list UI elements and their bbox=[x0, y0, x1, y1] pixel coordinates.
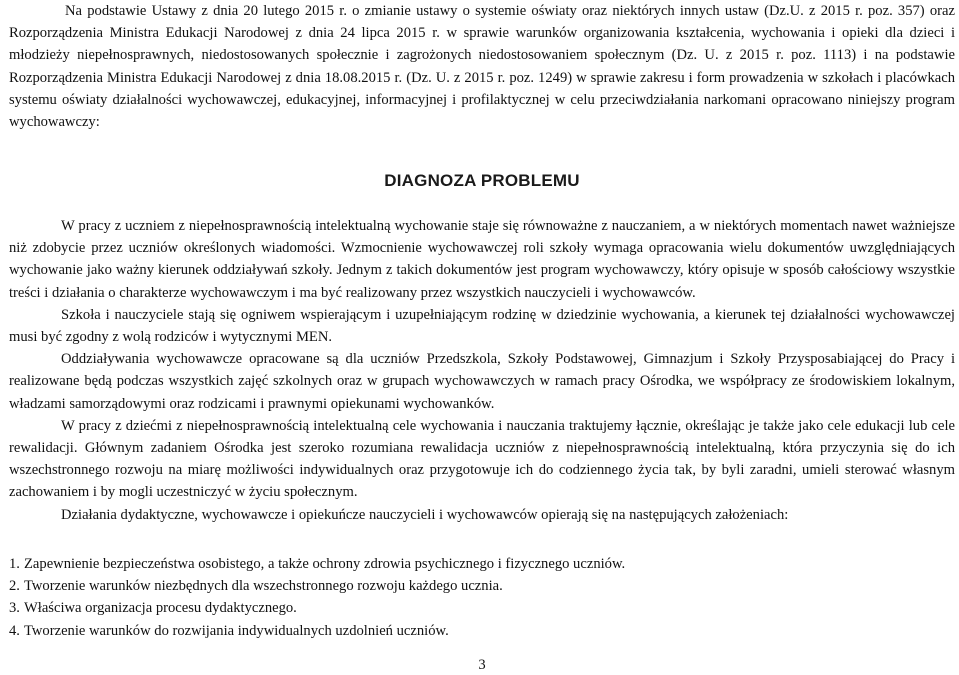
list-item-number: 4. bbox=[9, 622, 20, 639]
body-paragraph-1: W pracy z uczniem z niepełnosprawnością intelektualną wychowanie staje się równoważne z nauczaniem, a w niektórych momentach nawet ważniejsze niż zdobycie przez uczniów określonych wiadomości. Wzmocnienie wychowawczej roli szkoły wymaga opracowania wielu dokumentów uwzględniających wychowanie jako ważny kierunek oddziaływań szkoły. Jednym z takich dokumentów jest program wychowawczy, który opisuje w sposób całościowy wszystkie treści i działania o charakterze wychowawczym i ma być realizowany przez wszystkich nauczycieli i wychowawców. bbox=[9, 218, 955, 301]
list-item bbox=[9, 575, 955, 597]
list-item bbox=[9, 597, 955, 619]
body-paragraph-3: Oddziaływania wychowawcze opracowane są dla uczniów Przedszkola, Szkoły Podstawowej, Gimnazjum i Szkoły Przysposabiającej do Pracy i realizowane będą podczas wszystkich zajęć szkolnych oraz w grupach wychowawczych w ramach pracy Ośrodka, we współpracy ze środowiskiem lokalnym, władzami samorządowymi oraz rodzicami i prawnymi opiekunami wychowanków. bbox=[9, 351, 955, 412]
document-page bbox=[9, 0, 955, 675]
list-item-number: 2. bbox=[9, 578, 20, 595]
list-item-text: Zapewnienie bezpieczeństwa osobistego, a także ochrony zdrowia psychicznego i fizycznego uczniów. bbox=[24, 556, 626, 572]
list-item-number: 1. bbox=[9, 556, 20, 572]
body-paragraph-2: Szkoła i nauczyciele stają się ogniwem wspierającym i uzupełniającym rodzinę w dziedzinie wychowania, a kierunek tej działalności wychowawczej musi być zgodny z wolą rodziców i wytycznymi MEN. bbox=[9, 306, 955, 346]
list-item bbox=[9, 553, 955, 575]
page-number: 3 bbox=[478, 657, 486, 673]
list-item-text: Tworzenie warunków niezbędnych dla wszechstronnego rozwoju każdego ucznia. bbox=[24, 578, 503, 595]
intro-paragraph: Na podstawie Ustawy z dnia 20 lutego 2015 r. o zmianie ustawy o systemie oświaty oraz niektórych innych ustaw (Dz.U. z 2015 r. poz. 357) oraz Rozporządzenia Ministra Edukacji Narodowej z dnia 24 lipca 2015 r. w sprawie warunków organizowania kształcenia, wychowania i opieki dla dzieci i młodzieży niepełnosprawnych, niedostosowanych społecznie i zagrożonych niedostosowaniem społecznym (Dz. U. z 2015 r. poz. 1113) i na podstawie Rozporządzenia Ministra Edukacji Narodowej z dnia 18.08.2015 r. (Dz. U. z 2015 r. poz. 1249) w sprawie zakresu i form prowadzenia w szkołach i placówkach systemu oświaty działalności wychowawczej, edukacyjnej, informacyjnej i profilaktycznej w celu przeciwdziałania narkomani opracowano niniejszy program wychowawczy: bbox=[9, 3, 955, 131]
list-item bbox=[9, 620, 955, 642]
assumptions-list bbox=[9, 553, 955, 642]
list-item-text: Właściwa organizacja procesu dydaktycznego. bbox=[24, 600, 297, 617]
section-heading: DIAGNOZA PROBLEMU bbox=[384, 171, 580, 190]
body-paragraph-5: Działania dydaktyczne, wychowawcze i opiekuńcze nauczycieli i wychowawców opierają się na następujących założeniach: bbox=[61, 506, 789, 523]
body-paragraph-4: W pracy z dziećmi z niepełnosprawnością intelektualną cele wychowania i nauczania traktujemy łącznie, określając je także jako cele edukacji lub cele rewalidacji. Głównym zadaniem Ośrodka jest szeroko rozumiana rewalidacja uczniów z niepełnosprawnością intelektualną, która przyczynia się do ich wszechstronnego rozwoju na miarę możliwości indywidualnych oraz przygotowuje ich do codziennego życia tak, by byli zaradni, umieli sterować własnym zachowaniem i by mogli uczestniczyć w życiu społecznym. bbox=[9, 417, 955, 501]
list-item-text: Tworzenie warunków do rozwijania indywidualnych uzdolnień uczniów. bbox=[24, 622, 449, 639]
list-item-number: 3. bbox=[9, 600, 20, 617]
section-body bbox=[9, 215, 955, 526]
